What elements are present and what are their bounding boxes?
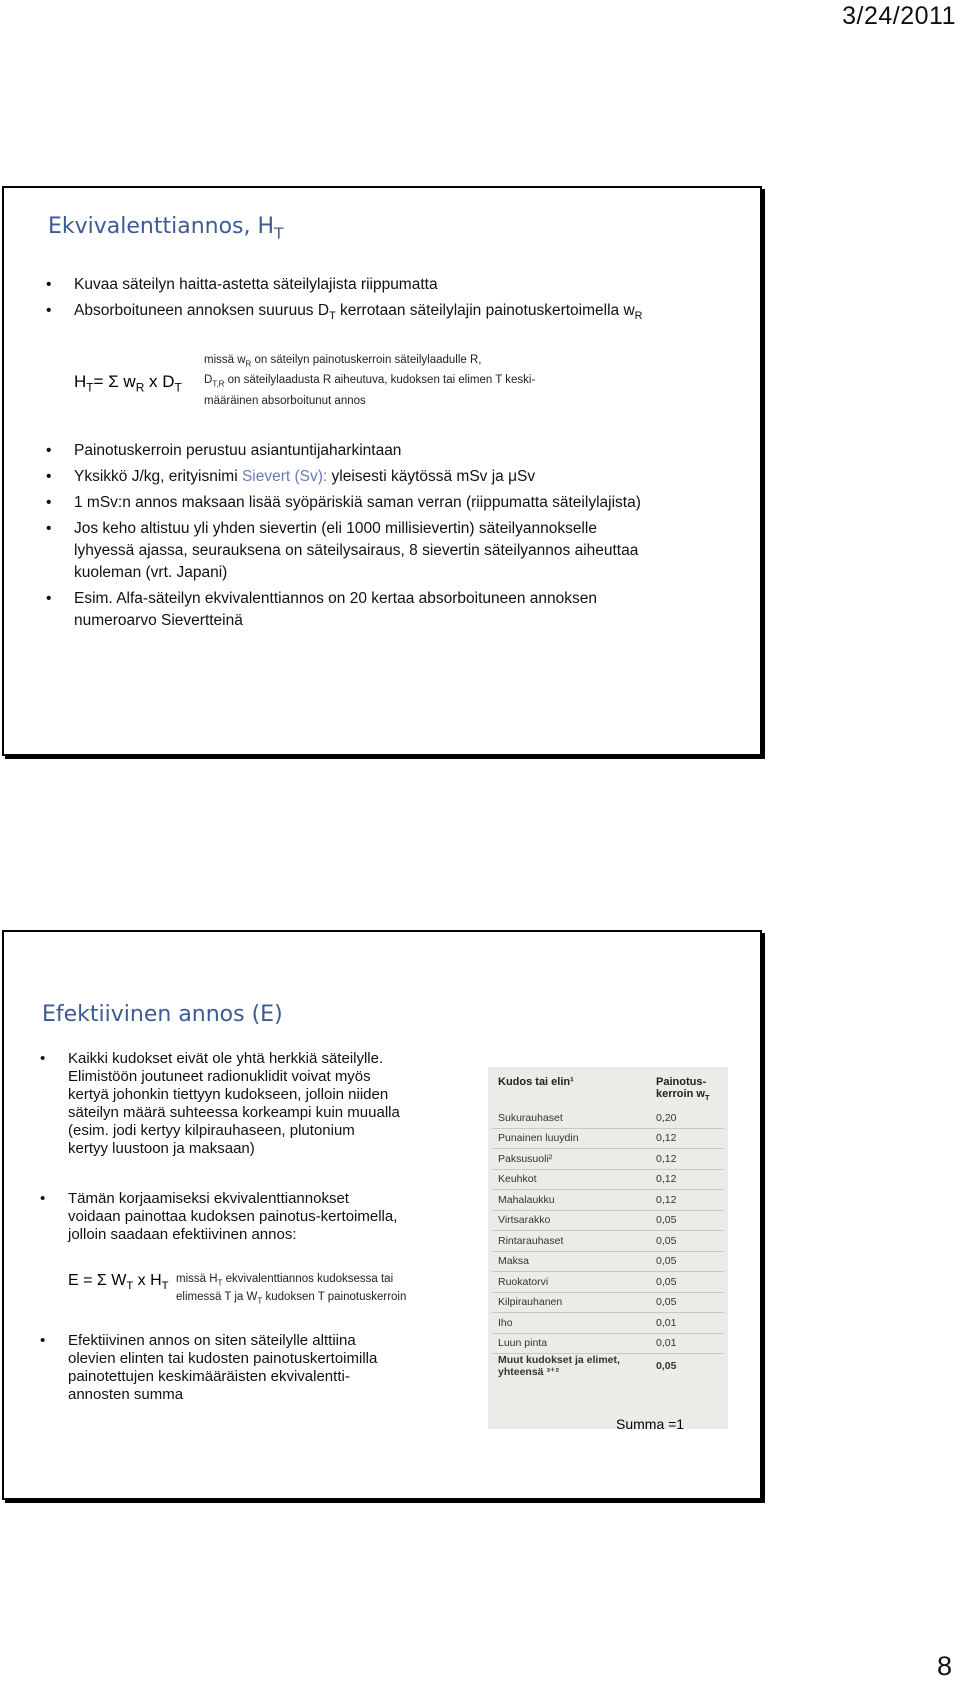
bullet-item: • Kuvaa säteilyn haitta-astetta säteilylajista riippumatta: [46, 276, 438, 293]
table-row: Punainen luuydin 0,12: [492, 1128, 724, 1149]
table-header-organ: Kudos tai elin¹: [498, 1076, 574, 1088]
bullet-item: • Kaikki kudokset eivät ole yhtä herkkiä säteilylle. Elimistöön joutuneet radionuklidit voivat myös kertyä johonkin tiettyyn kudokseen, jolloin niiden säteilyn määrä suhteessa korkeampi kuin muualla (esim. jodi kertyy kilpirauhaseen, plutonium kertyy luustoon ja maksaan): [40, 1050, 400, 1157]
table-row: Kilpirauhanen 0,05: [492, 1292, 724, 1313]
slide-ekvivalenttiannos: [2, 186, 762, 756]
table-row: Paksusuoli² 0,12: [492, 1149, 724, 1170]
bullet-item: • Efektiivinen annos on siten säteilylle alttiina olevien elinten tai kudosten painotuskertoimilla painotettujen keskimääräisten ekvivalentti- annosten summa: [40, 1332, 378, 1403]
sievert-term: Sievert (Sv):: [241, 468, 328, 485]
table-row: Luun pinta 0,01: [492, 1333, 724, 1354]
bullet-item: • 1 mSv:n annos maksaan lisää syöpäriskiä saman verran (riippumatta säteilylajista): [46, 494, 641, 511]
formula-note: missä $H_T$ ekvivalenttiannos kudoksessa tai elimessä T ja $W_T$ kudoksen T painotuskerroin: [176, 1273, 407, 1306]
table-row: Maksa 0,05: [492, 1251, 724, 1272]
table-row: Virtsarakko 0,05: [492, 1210, 724, 1231]
slide-efektiivinen-annos: [2, 930, 762, 1500]
table-row: Ruokatorvi 0,05: [492, 1272, 724, 1293]
summa-note: Summa =1: [616, 1416, 685, 1432]
bullet-item: • Tämän korjaamiseksi ekvivalenttiannokset voidaan painottaa kudoksen painotus-kertoimella, jolloin saadaan efektiivinen annos:: [40, 1190, 398, 1243]
bullet-item: • Yksikkö J/kg, erityisnimi Sievert (Sv): yleisesti käytössä mSv ja μSv: [46, 468, 536, 485]
formula-ht: $H_T= \Sigma$ $w_R$ x $D_T$: [74, 372, 182, 395]
slide-title: Ekvivalenttiannos, $H_T$: [48, 214, 284, 243]
bullet-item: • Absorboituneen annoksen suuruus $D_T$ kerrotaan säteilylajin painotuskertoimella $w_R$: [46, 302, 643, 323]
formula-note: missä $w_R$ on säteilyn painotuskerroin säteilylaadulle R, $D_{T,R}$ on säteilylaadusta R aiheutuva, kudoksen tai elimen T keski- määräinen absorboitunut annos: [204, 354, 536, 407]
table-row: Sukurauhaset 0,20: [492, 1108, 724, 1128]
page-number: 8: [936, 1651, 952, 1681]
bullet-item: • Jos keho altistuu yli yhden sievertin (eli 1000 millisievertin) säteilyannokselle lyhyessä ajassa, seurauksena on säteilysairaus, 8 sievertin säteilyannos aiheuttaa kuoleman (vrt. Japani): [46, 520, 639, 581]
table-row: Keuhkot 0,12: [492, 1169, 724, 1190]
page-date: 3/24/2011: [842, 2, 956, 30]
bullet-item: • Painotuskerroin perustuu asiantuntijaharkintaan: [46, 442, 402, 459]
table-row: Muut kudokset ja elimet, yhteensä ³⁺² 0,05: [498, 1354, 677, 1379]
formula-e: E = Σ $W_T$ x $H_T$: [68, 1272, 169, 1293]
weighting-factor-table: [492, 1073, 724, 1378]
weighting-factor-table-image: [488, 1067, 728, 1429]
table-row: Mahalaukku 0,12: [492, 1190, 724, 1211]
table-row: Rintarauhaset 0,05: [492, 1231, 724, 1252]
bullet-item: • Esim. Alfa-säteilyn ekvivalenttiannos on 20 kertaa absorboituneen annoksen numeroarvo Sievertteinä: [46, 590, 598, 629]
table-header-factor: Painotus- kerroin $w_T$: [656, 1076, 710, 1103]
slide-title: Efektiivinen annos (E): [42, 1002, 283, 1027]
table-row: Iho 0,01: [492, 1313, 724, 1334]
